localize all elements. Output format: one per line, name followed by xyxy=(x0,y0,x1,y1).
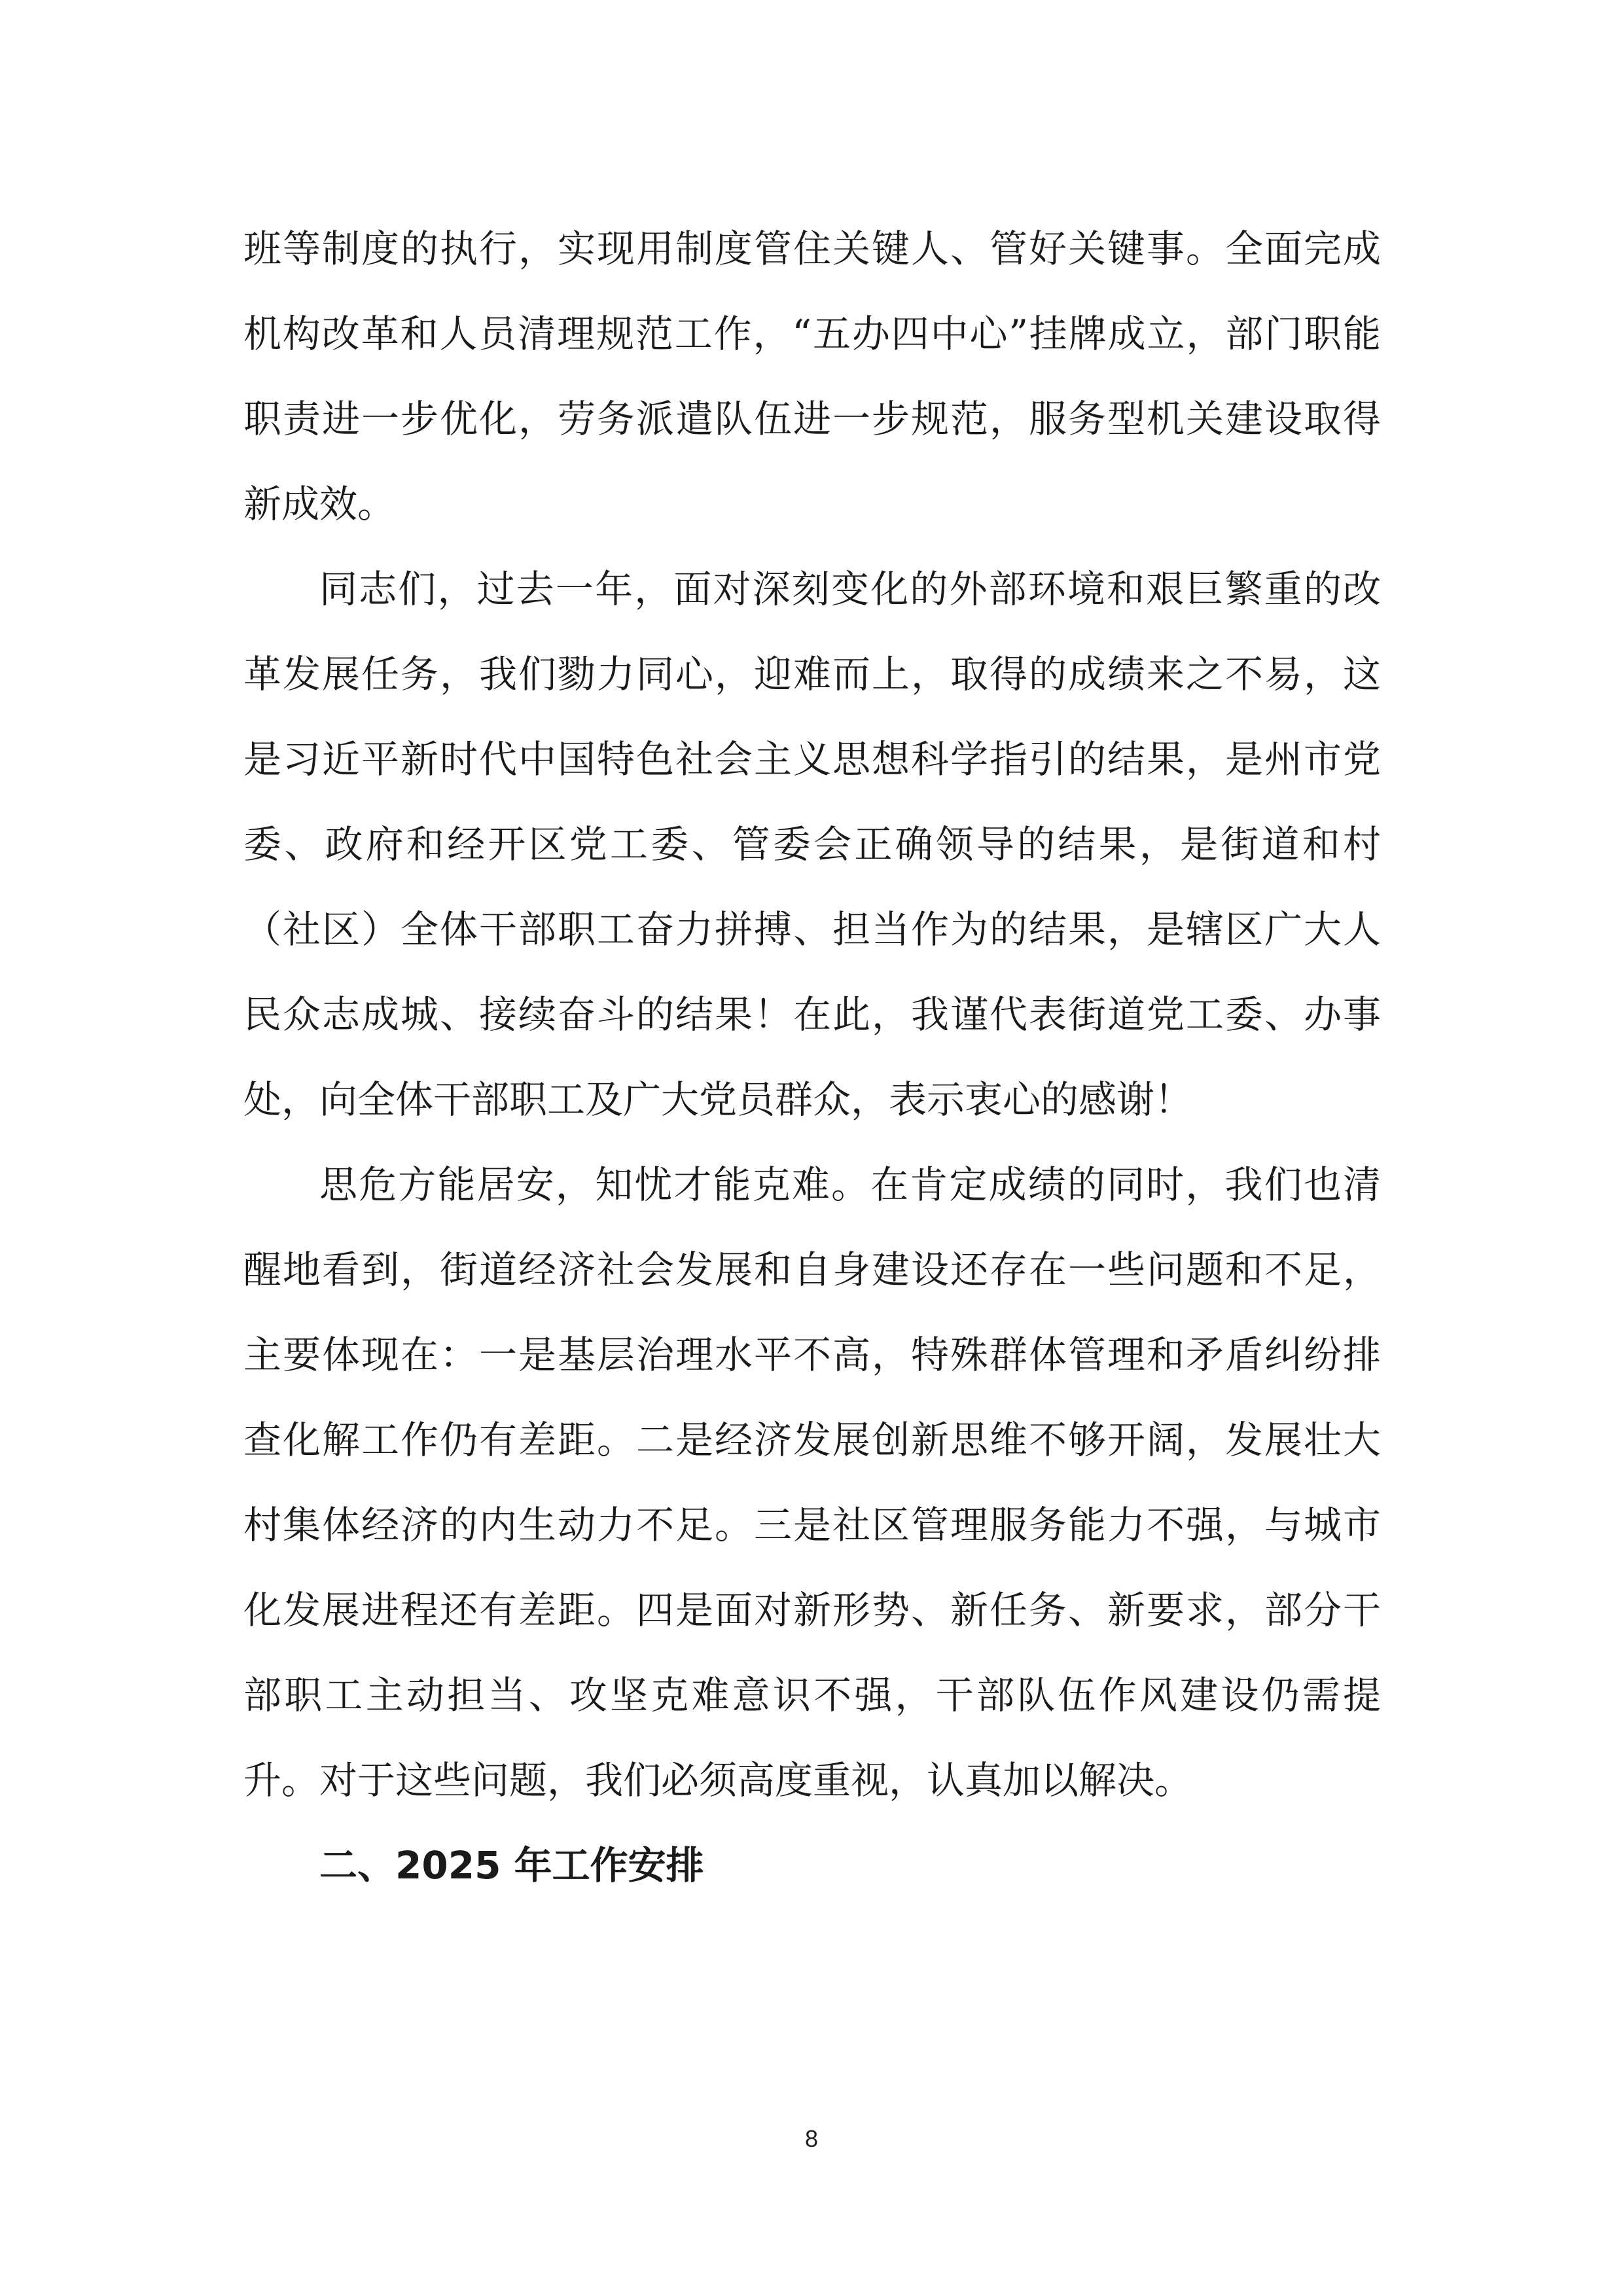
paragraph-problems: 思危方能居安，知忧才能克难。在肯定成绩的同时，我们也清醒地看到，街道经济社会发展和自身建设还存在一些问题和不足，主要体现在：一是基层治理水平不高，特殊群体管理和矛盾纠纷排查化解工作仍有差距。二是经济发展创新思维不够开阔，发展壮大村集体经济的内生动力不足。三是社区管理服务能力不强，与城市化发展进程还有差距。四是面对新形势、新任务、新要求，部分干部职工主动担当、攻坚克难意识不强，干部队伍作风建设仍需提升。对于这些问题，我们必须高度重视，认真加以解决。 xyxy=(243,1162,1381,1803)
paragraph-acknowledgement: 同志们，过去一年，面对深刻变化的外部环境和艰巨繁重的改革发展任务，我们勠力同心，迎难而上，取得的成绩来之不易，这是习近平新时代中国特色社会主义思想科学指引的结果，是州市党委、政府和经开区党工委、管委会正确领导的结果，是街道和村（社区）全体干部职工奋力拼搏、担当作为的结果，是辖区广大人民众志成城、接续奋斗的结果！在此，我谨代表街道党工委、办事处，向全体干部职工及广大党员群众，表示衷心的感谢！ xyxy=(243,567,1381,1122)
page-number: 8 xyxy=(804,2125,819,2152)
document-body xyxy=(243,206,1381,1908)
paragraph-continuation: 班等制度的执行，实现用制度管住关键人、管好关键事。全面完成机构改革和人员清理规范工作，“五办四中心”挂牌成立，部门职能职责进一步优化，劳务派遣队伍进一步规范，服务型机关建设取得新成效。 xyxy=(243,226,1381,526)
section-heading: 二、2025 年工作安排 xyxy=(319,1843,704,1888)
